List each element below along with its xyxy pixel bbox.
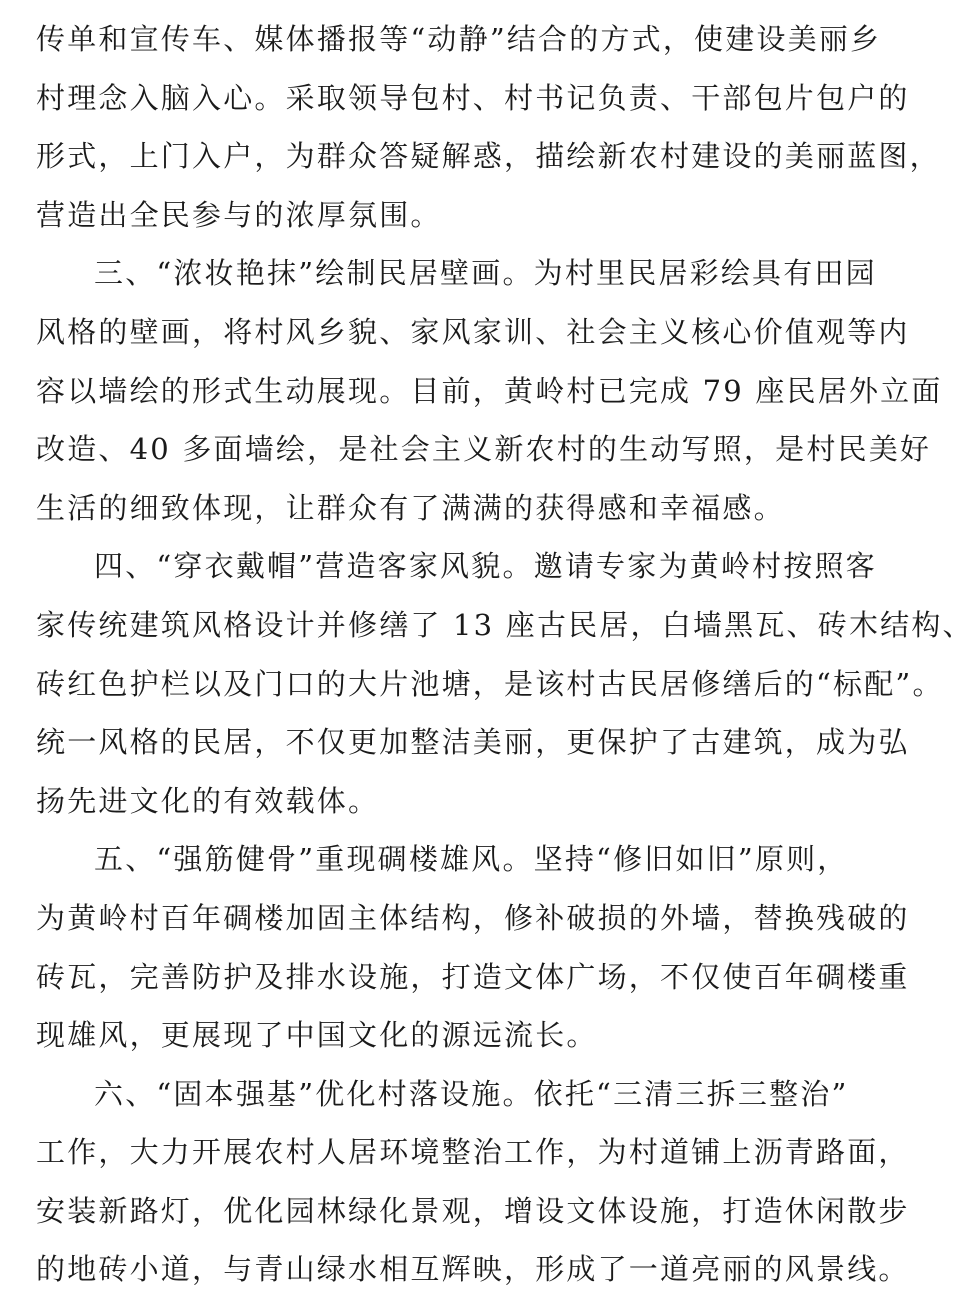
paragraph-section-four: [36, 537, 974, 830]
text-line: 改造、40 多面墙绘，是社会主义新农村的生动写照，是村民美好: [36, 432, 932, 467]
paragraph-section-six: [36, 1065, 910, 1299]
paragraph-section-three: [36, 244, 943, 537]
text-line: 砖瓦，完善防护及排水设施，打造文体广场，不仅使百年碉楼重: [36, 959, 910, 994]
text-line: 村理念入脑入心。采取领导包村、村书记负责、干部包片包户的: [36, 80, 910, 115]
text-line: 形式，上门入户，为群众答疑解惑，描绘新农村建设的美丽蓝图，: [36, 139, 941, 174]
paragraph-section-five: [36, 830, 910, 1064]
text-line: 统一风格的民居，不仅更加整洁美丽，更保护了古建筑，成为弘: [36, 725, 910, 760]
text-line: 传单和宣传车、媒体播报等“动静”结合的方式，使建设美丽乡: [36, 22, 882, 56]
text-line: 四、“穿衣戴帽”营造客家风貌。邀请专家为黄岭村按照客: [94, 549, 877, 584]
text-line: 现雄风，更展现了中国文化的源远流长。: [36, 1018, 598, 1053]
text-line: 安装新路灯，优化园林绿化景观，增设文体设施，打造休闲散步: [36, 1193, 910, 1228]
text-line: 五、“强筋健骨”重现碉楼雄风。坚持“修旧如旧”原则，: [94, 842, 849, 877]
paragraph-intro-continuation: [36, 10, 941, 244]
text-line: 砖红色护栏以及门口的大片池塘，是该村古民居修缮后的“标配”。: [36, 666, 944, 701]
text-line: 六、“固本强基”优化村落设施。依托“三清三拆三整治”: [94, 1076, 849, 1111]
text-line: 的地砖小道，与青山绿水相互辉映，形成了一道亮丽的风景线。: [36, 1252, 910, 1287]
text-line: 风格的壁画，将村风乡貌、家风家训、社会主义核心价值观等内: [36, 314, 910, 349]
document-page: [36, 10, 974, 1299]
text-line: 生活的细致体现，让群众有了满满的获得感和幸福感。: [36, 490, 785, 525]
text-line: 营造出全民参与的浓厚氛围。: [36, 197, 442, 232]
text-line: 容以墙绘的形式生动展现。目前，黄岭村已完成 79 座民居外立面: [36, 373, 943, 408]
text-line: 家传统建筑风格设计并修缮了 13 座古民居，白墙黑瓦、砖木结构、: [36, 607, 974, 642]
text-line: 为黄岭村百年碉楼加固主体结构，修补破损的外墙，替换残破的: [36, 900, 910, 935]
text-line: 三、“浓妆艳抹”绘制民居壁画。为村里民居彩绘具有田园: [94, 256, 877, 291]
text-line: 扬先进文化的有效载体。: [36, 783, 380, 818]
text-line: 工作，大力开展农村人居环境整治工作，为村道铺上沥青路面，: [36, 1135, 910, 1170]
